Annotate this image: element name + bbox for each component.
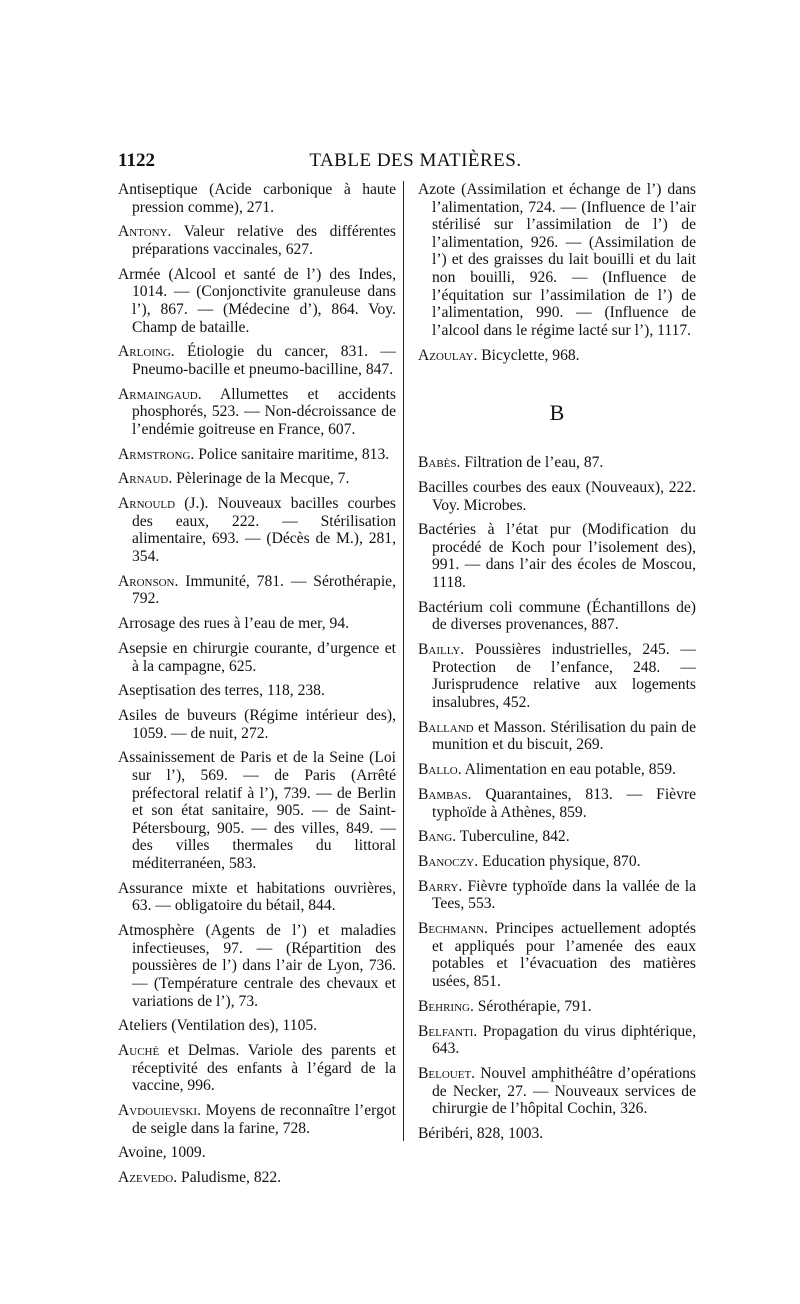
entry-text: Paludisme, 822. <box>177 1169 282 1187</box>
index-entry <box>418 761 696 779</box>
entry-text: et Delmas. Variole des parents et réceptivité des enfants à l’égard de la vaccine, 996. <box>132 1042 396 1095</box>
entry-text: Education physique, 870. <box>478 853 641 871</box>
index-entry <box>118 749 396 872</box>
entry-text: Étiologie du cancer, 831. — Pneumo-bacille et pneumo-bacilline, 847. <box>132 343 396 378</box>
index-entry <box>418 1023 696 1058</box>
index-entry <box>418 479 696 514</box>
entry-author: Bambas. <box>418 785 472 803</box>
index-entry <box>118 640 396 675</box>
entry-text: Valeur relative des différentes préparations vaccinales, 627. <box>132 223 396 258</box>
index-entry <box>118 1169 396 1187</box>
index-entry <box>418 786 696 821</box>
entry-text: Azote (Assimilation et échange de l’) dans l’alimentation, 724. — (Influence de l’air stérilisé sur l’assimilation de l’) de l’alimentation, 926. — (Assimilation de l’) et des graisses du lait bouilli et du lait non bouilli, 926. — (Influence de l’équitation sur l’assimilation de l’) de l’alimentation, 990. — (Influence de l’alcool dans le régime lacté sur l’), 1117. <box>418 181 696 339</box>
entry-text: et Masson. Stérilisation du pain de munition et du biscuit, 269. <box>432 718 696 754</box>
entry-author: Belouet. <box>418 1064 476 1082</box>
entry-author: Bailly. <box>418 641 465 659</box>
entry-text: Immunité, 781. — Sérothérapie, 792. <box>132 572 396 608</box>
index-entry <box>118 495 396 565</box>
entry-text: Filtration de l’eau, 87. <box>460 454 604 472</box>
index-entry <box>418 347 696 365</box>
entry-author: Avdouievski. <box>118 1102 201 1120</box>
entry-text: Propagation du virus diphtérique, 643. <box>432 1022 696 1058</box>
index-entry <box>418 1065 696 1118</box>
entry-text: Asiles de buveurs (Régime intérieur des), 1059. — de nuit, 272. <box>118 707 396 742</box>
entry-author: Azevedo. <box>118 1169 178 1187</box>
entry-author: Armaingaud. <box>118 385 202 403</box>
entry-text: (J.). Nouveaux bacilles courbes des eaux, 222. — Stérilisation alimentaire, 693. — (Décès de M.), 281, 354. <box>132 495 396 565</box>
index-entry <box>118 1144 396 1162</box>
entry-author: Bang. <box>418 828 457 846</box>
entry-text: Assainissement de Paris et de la Seine (Loi sur l’), 569. — de Paris (Arrêté préfectoral relatif à l’), 739. — de Berlin et son état sanitaire, 905. — de Saint-Pétersbourg, 905. — des villes, 849. — des villes thermales du littoral méditerranéen, 583. <box>118 749 396 873</box>
entry-text: Antiseptique (Acide carbonique à haute pression comme), 271. <box>118 181 396 216</box>
entry-author: Behring. <box>418 997 474 1015</box>
entry-author: Babès. <box>418 454 461 472</box>
entry-author: Aronson. <box>118 572 179 590</box>
entry-text: Principes actuellement adoptés et appliqués pour l’amenée des eaux potables et l’évacuation des matières usées, 851. <box>432 920 696 991</box>
section-letter: B <box>549 400 565 426</box>
entry-author: Armstrong. <box>118 445 195 463</box>
entry-author: Barry. <box>418 877 463 895</box>
index-entry <box>118 343 396 378</box>
index-group-b <box>418 454 696 1142</box>
entry-text: Bicyclette, 968. <box>477 346 580 364</box>
index-entry <box>118 573 396 608</box>
index-entry <box>418 920 696 990</box>
entry-text: Sérothérapie, 791. <box>473 997 592 1015</box>
entry-author: Banoczy. <box>418 853 479 871</box>
entry-text: Armée (Alcool et santé de l’) des Indes, 1014. — (Conjonctivite granuleuse dans l’), 867. — (Médecine d’), 864. Voy. Champ de bataille. <box>118 265 396 336</box>
entry-text: Nouvel amphithéâtre d’opérations de Necker, 27. — Nouveaux services de chirurgie de l’hôpital Cochin, 326. <box>432 1064 696 1118</box>
column-divider <box>403 181 404 1141</box>
entry-text: Poussières industrielles, 245. — Protection de l’enfance, 248. — Jurisprudence relative aux logements insalubres, 452. <box>432 641 696 711</box>
entry-author: Belfanti. <box>418 1022 478 1040</box>
entry-text: Arrosage des rues à l’eau de mer, 94. <box>118 615 350 633</box>
index-entry <box>118 1017 396 1035</box>
index-entry <box>118 470 396 488</box>
entry-text: Alimentation en eau potable, 859. <box>461 761 677 779</box>
index-entry <box>118 386 396 439</box>
entry-text: Moyens de reconnaître l’ergot de seigle dans la farine, 728. <box>132 1102 396 1137</box>
entry-author: Arnaud. <box>118 470 173 488</box>
entry-author: Azoulay. <box>418 346 478 364</box>
entry-text: Police sanitaire maritime, 813. <box>194 445 390 463</box>
entry-author: Balland <box>418 718 474 736</box>
entry-text: Ateliers (Ventilation des), 1105. <box>118 1017 318 1035</box>
running-title: TABLE DES MATIÈRES. <box>309 150 522 171</box>
index-entry <box>418 641 696 711</box>
index-entry <box>418 998 696 1016</box>
entry-text: Asepsie en chirurgie courante, d’urgence et à la campagne, 625. <box>118 639 396 675</box>
index-entry <box>118 880 396 915</box>
index-column-left <box>118 181 396 1194</box>
index-entry <box>118 1042 396 1095</box>
entry-text: Bacilles courbes des eaux (Nouveaux), 222. Voy. Microbes. <box>418 478 696 514</box>
entry-text: Quarantaines, 813. — Fièvre typhoïde à Athènes, 859. <box>432 785 696 821</box>
index-entry <box>118 615 396 633</box>
entry-text: Bactérium coli commune (Échantillons de) de diverses provenances, 887. <box>418 598 696 634</box>
index-entry <box>418 181 696 339</box>
index-entry <box>418 599 696 634</box>
index-entry <box>418 521 696 591</box>
entry-author: Antony. <box>118 223 172 241</box>
entry-text: Allumettes et accidents phosphorés, 523. — Non-décroissance de l’endémie goitreuse en France, 607. <box>132 385 396 438</box>
index-entry <box>418 454 696 472</box>
index-entry <box>118 266 396 336</box>
index-entry <box>118 446 396 464</box>
index-entry <box>118 223 396 258</box>
entry-text: Assurance mixte et habitations ouvrières, 63. — obligatoire du bétail, 844. <box>118 879 396 915</box>
entry-text: Tuberculine, 842. <box>456 828 570 846</box>
index-entry <box>418 828 696 846</box>
index-group-a <box>418 181 696 364</box>
entry-text: Bactéries à l’état pur (Modification du procédé de Koch pour l’isolement des), 991. — dans l’air des écoles de Moscou, 1118. <box>418 521 696 592</box>
index-entry <box>118 1102 396 1137</box>
entry-author: Arnould <box>118 495 176 513</box>
index-entry <box>418 1125 696 1143</box>
entry-text: Avoine, 1009. <box>118 1144 206 1162</box>
entry-text: Aseptisation des terres, 118, 238. <box>118 682 325 700</box>
index-entry <box>118 682 396 700</box>
entry-author: Ballo. <box>418 761 462 779</box>
entry-author: Arloing. <box>118 343 175 361</box>
index-entry <box>118 922 396 1010</box>
index-entry <box>418 719 696 754</box>
entry-author: Bechmann. <box>418 920 488 938</box>
index-entry <box>418 878 696 913</box>
entry-text: Béribéri, 828, 1003. <box>418 1124 544 1142</box>
index-entry <box>418 853 696 871</box>
entry-text: Fièvre typhoïde dans la vallée de la Tees, 553. <box>432 877 696 913</box>
page-header <box>118 150 713 180</box>
index-column-right <box>418 181 696 1150</box>
entry-text: Pèlerinage de la Mecque, 7. <box>172 470 350 488</box>
entry-text: Atmosphère (Agents de l’) et maladies infectieuses, 97. — (Répartition des poussières de l’) dans l’air de Lyon, 736. — (Température centrale des chevaux et variations de l’), 73. <box>118 922 396 1010</box>
page-number: 1122 <box>118 150 155 171</box>
index-entry <box>118 181 396 216</box>
entry-author: Auché <box>118 1042 160 1060</box>
index-entry <box>118 707 396 742</box>
